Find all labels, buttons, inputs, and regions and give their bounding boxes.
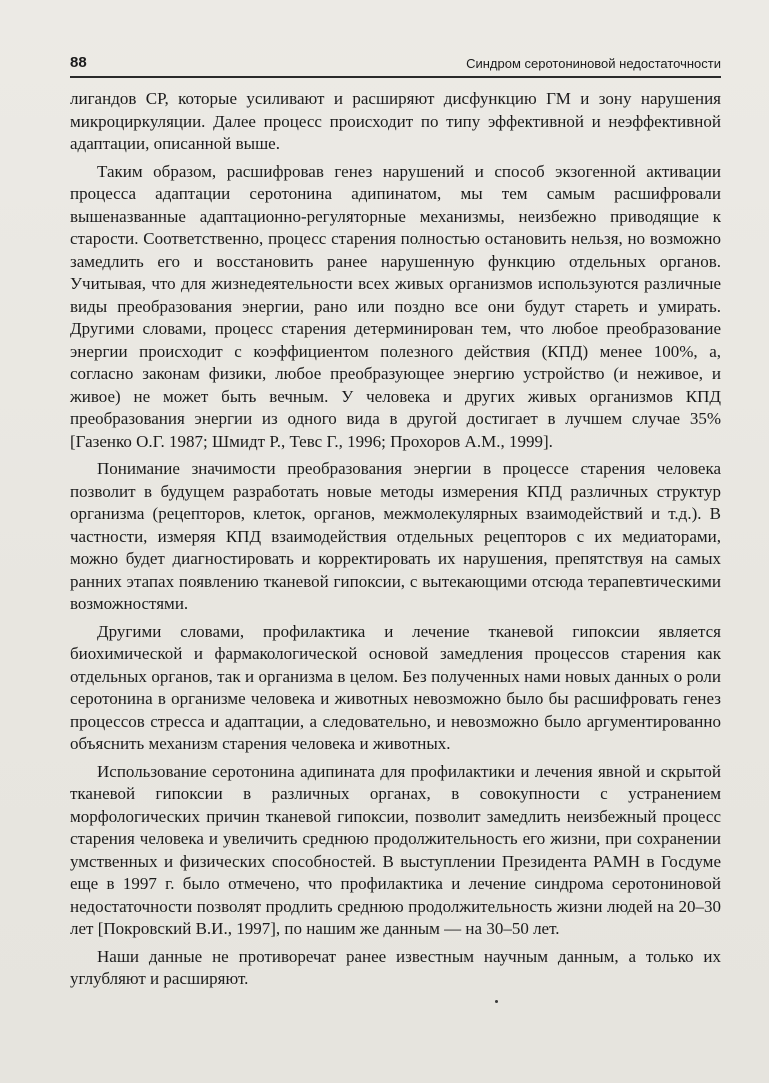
paragraph: Наши данные не противоречат ранее известным научным данным, а только их углубляют и расширяют. — [70, 946, 721, 988]
running-title: Синдром серотониновой недостаточности — [466, 56, 721, 71]
print-speck — [495, 1000, 498, 1003]
paragraph: Использование серотонина адипината для профилактики и лечения явной и скрытой тканевой гипоксии в различных органах, в совокупности с устранением морфологических причин тканевой гипоксии, позволит замедлить неизбежный процесс старения человека и увеличить среднюю продолжительность его жизни, при сохранении умственных и физических способностей. В выступлении Президента РАМН в Госдуме еще в 1997 г. было отмечено, что профилактика и лечение синдрома серотониновой недостаточности позволят продлить среднюю продолжительность жизни людей на 20–30 лет [Покровский В.И., 1997], по нашим же данным — на 30–50 лет. — [70, 761, 721, 938]
body-text — [70, 88, 721, 991]
paragraph: Понимание значимости преобразования энергии в процессе старения человека позволит в будущем разработать новые методы измерения КПД различных структур организма (рецепторов, клеток, органов, межмолекулярных взаимодействий и т.д.). В частности, измеряя КПД взаимодействия отдельных рецепторов с их медиаторами, можно будет диагностировать и корректировать их нарушения, препятствуя на самых ранних этапах появлению тканевой гипоксии, с вытекающими отсюда терапевтическими возможностями. — [70, 459, 721, 613]
page-header — [70, 54, 721, 78]
paragraph: Таким образом, расшифровав генез нарушений и способ экзогенной активации процесса адаптации серотонина адипинатом, мы тем самым расшифровали вышеназванные адаптационно-регуляторные механизмы, неизбежно приводящие к старости. Соответственно, процесс старения полностью остановить нельзя, но возможно замедлить его и восстановить ранее нарушенную функцию отдельных органов. Учитывая, что для жизнедеятельности всех живых организмов используются различные виды преобразования энергии, рано или поздно все они будут стареть и умирать. Другими словами, процесс старения детерминирован тем, что любое преобразование энергии происходит с коэффициентом полезного действия (КПД) менее 100%, а, согласно законам физики, любое преобразующее энергию устройство (и неживое, и живое) не может быть вечным. У человека и других живых организмов КПД преобразования энергии из одного вида в другой достигает в лучшем случае 35% [Газенко О.Г. 1987; Шмидт Р., Тевс Г., 1996; Прохоров А.М., 1999]. — [70, 161, 721, 451]
paragraph: Другими словами, профилактика и лечение тканевой гипоксии является биохимической и фармакологической основой замедления процессов старения как отдельных органов, так и организма в целом. Без полученных нами новых данных о роли серотонина в организме человека и животных невозможно было бы расшифровать генез процессов стресса и адаптации, а следовательно, и невозможно было аргументированно объяснить механизм старения человека и животных. — [70, 621, 721, 753]
paragraph-continuation: лигандов СР, которые усиливают и расширяют дисфункцию ГМ и зону нарушения микроциркуляции. Далее процесс происходит по типу эффективной и неэффективной адаптации, описанной выше. — [70, 89, 721, 153]
page-number: 88 — [70, 54, 87, 71]
